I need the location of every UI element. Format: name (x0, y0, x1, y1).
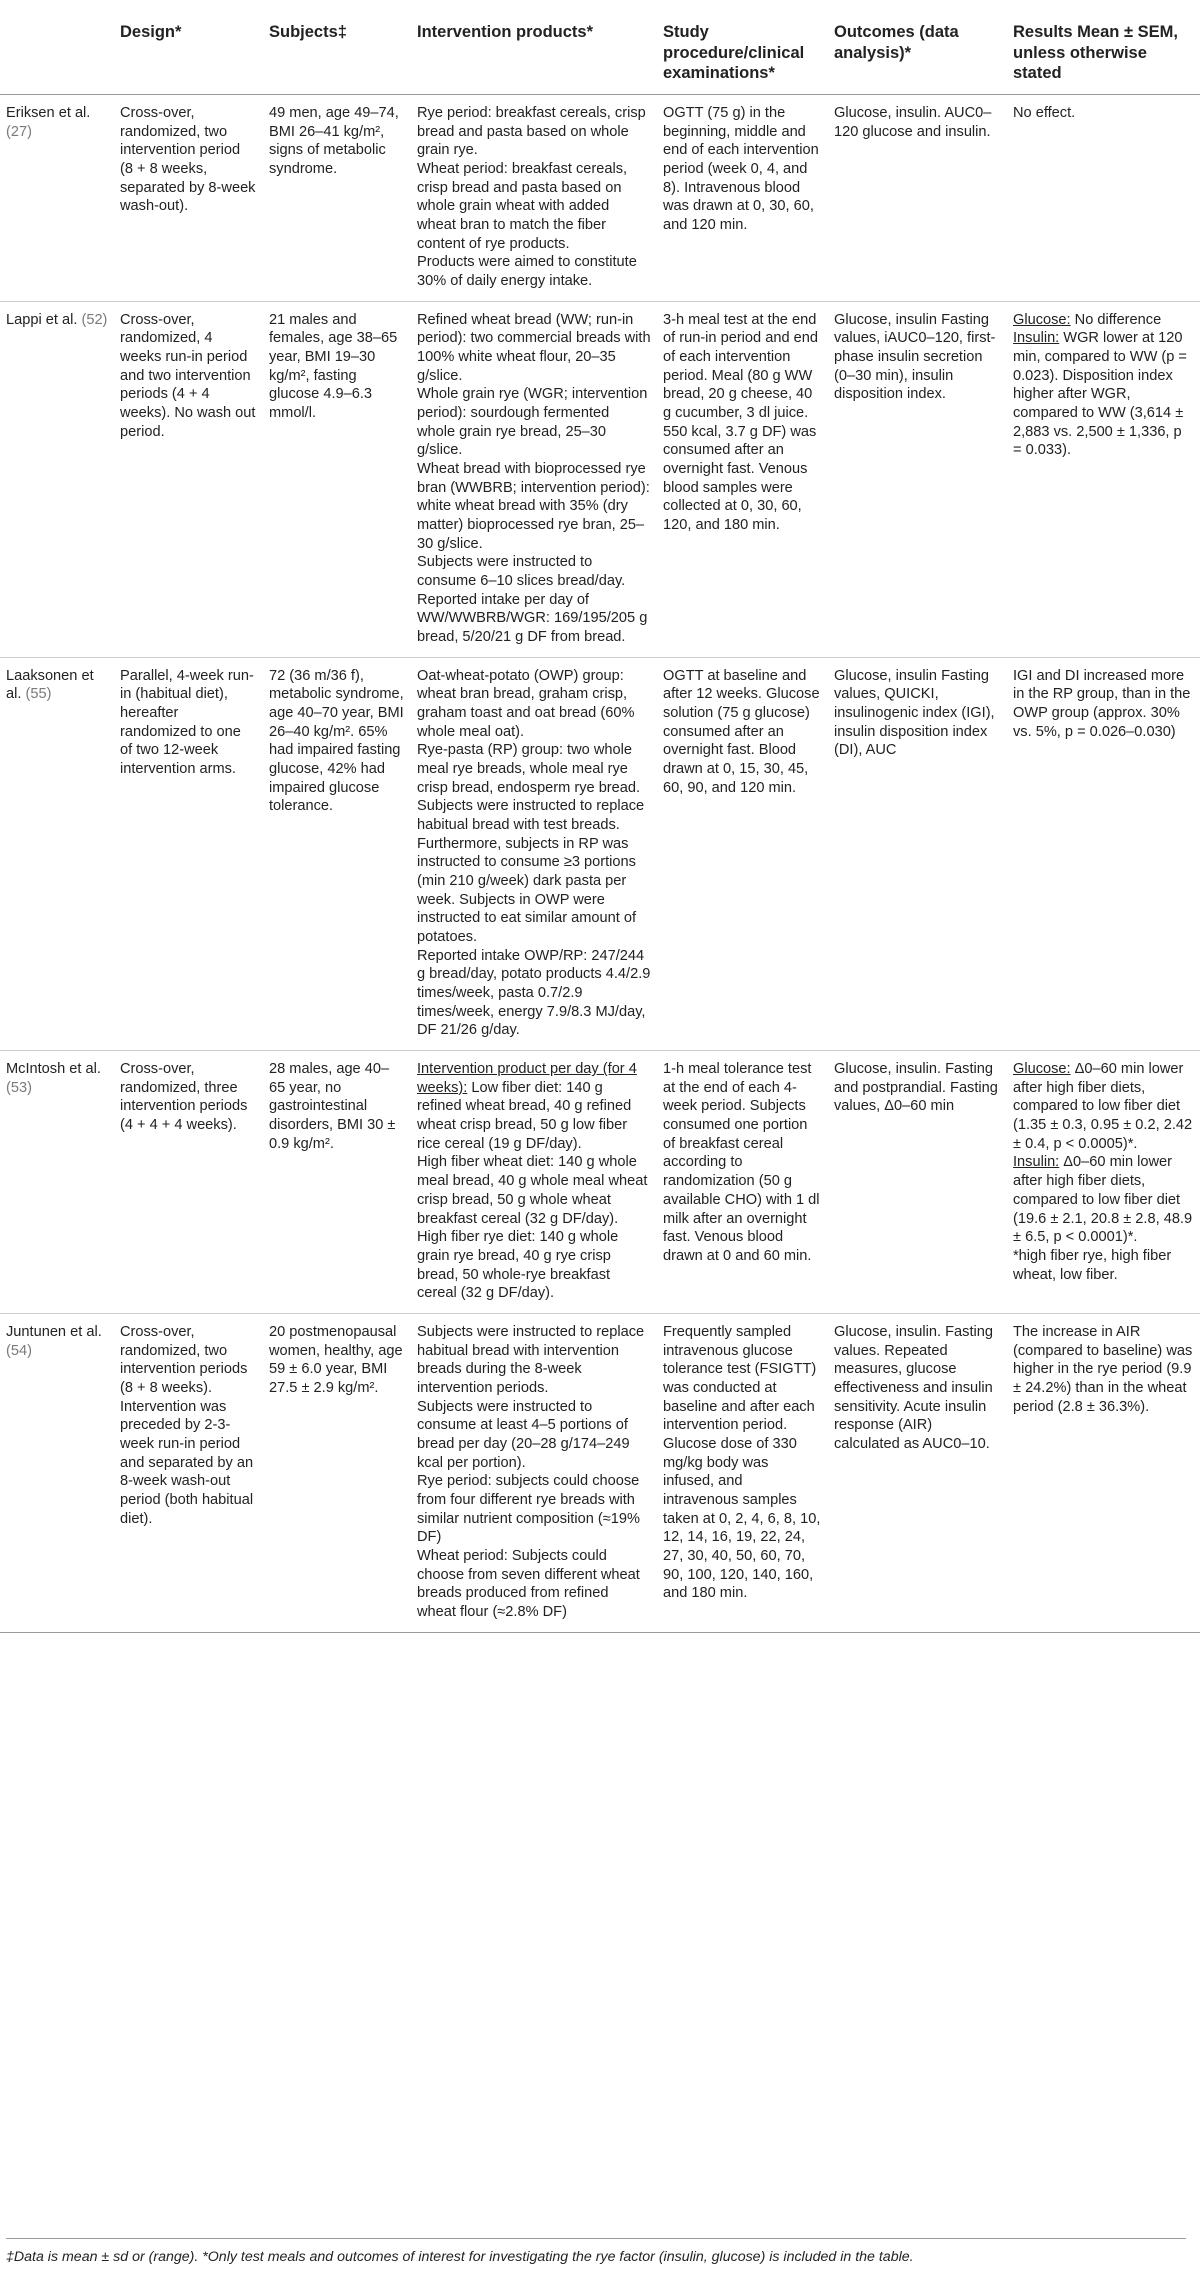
intervention-text: Low fiber diet: 140 g refined wheat bread, 40 g refined wheat crisp bread, 50 g low fiber rice cereal (19 g DF/day). (417, 1079, 632, 1152)
design-cell: Parallel, 4-week run-in (habitual diet), hereafter randomized to one of two 12-week intervention arms. (114, 657, 263, 1050)
design-cell: Cross-over, randomized, three intervention periods (4 + 4 + 4 weeks). (114, 1051, 263, 1314)
subjects-cell: 72 (36 m/36 f), metabolic syndrome, age 40–70 year, BMI 26–40 kg/m². 65% had impaired fasting glucose, 42% had impaired glucose tolerance. (263, 657, 411, 1050)
intervention-paragraph: Whole grain rye (WGR; intervention period): sourdough fermented whole grain rye bread, 25–30 g/slice. (417, 386, 648, 459)
intervention-paragraph: Rye period: breakfast cereals, crisp bread and pasta based on whole grain rye. (417, 104, 646, 159)
author-name: Lappi et al. (6, 311, 78, 328)
glucose-label: Glucose: (1013, 311, 1071, 328)
procedure-cell: OGTT (75 g) in the beginning, middle and end of each intervention period (week 0, 4, and 8). Intravenous blood was drawn at 0, 30, 60, and 120 min. (657, 94, 828, 301)
intervention-paragraph: Oat-wheat-potato (OWP) group: wheat bran bread, graham crisp, graham toast and oat bread (60% whole meal oat). (417, 667, 635, 740)
results-cell (1007, 1051, 1200, 1314)
results-note: *high fiber rye, high fiber wheat, low fiber. (1013, 1247, 1172, 1283)
intervention-cell (411, 94, 657, 301)
intervention-paragraph: High fiber rye diet: 140 g whole grain rye bread, 40 g rye crisp bread, 50 whole-rye breakfast cereal (32 g DF/day). (417, 1229, 619, 1302)
outcomes-cell: Glucose, insulin. Fasting and postprandial. Fasting values, Δ0–60 min (828, 1051, 1007, 1314)
reference-link[interactable]: (55) (25, 686, 52, 703)
author-name: Eriksen et al. (6, 104, 91, 121)
glucose-label: Glucose: (1013, 1061, 1071, 1078)
table-row (0, 1313, 1200, 1632)
intervention-paragraph: Reported intake per day of WW/WWBRB/WGR: 169/195/205 g bread, 5/20/21 g DF from bread. (417, 591, 648, 646)
glucose-result: Δ0–60 min lower after high fiber diets, compared to low fiber diet (1.35 ± 0.3, 0.95 ± 0.2, 2.42 ± 0.4, p < 0.0005)*. (1013, 1061, 1193, 1152)
intervention-cell (411, 301, 657, 657)
glucose-result: No difference (1070, 311, 1162, 328)
intervention-lead: Intervention product per day (for 4 weeks): (417, 1061, 637, 1096)
subjects-cell: 28 males, age 40–65 year, no gastrointestinal disorders, BMI 30 ± 0.9 kg/m². (263, 1051, 411, 1314)
intervention-paragraph: Rye-pasta (RP) group: two whole meal rye breads, whole meal rye crisp bread, endosperm rye bread. (417, 742, 641, 796)
design-cell: Cross-over, randomized, 4 weeks run-in period and two intervention periods (4 + 4 weeks). No wash out period. (114, 301, 263, 657)
table-footnote: ‡Data is mean ± sd or (range). *Only test meals and outcomes of interest for investigating the rye factor (insulin, glucose) is included in the table. (6, 2238, 1186, 2265)
procedure-cell: Frequently sampled intravenous glucose tolerance test (FSIGTT) was conducted at baseline and after each intervention period. Glucose dose of 330 mg/kg body was infused, and intravenous samples taken at 0, 2, 4, 6, 8, 10, 12, 14, 16, 19, 22, 24, 27, 30, 40, 50, 60, 70, 90, 100, 120, 140, 160, and 180 min. (657, 1313, 828, 1632)
reference-link[interactable]: (52) (81, 311, 108, 328)
header-design: Design* (114, 8, 263, 94)
outcomes-cell: Glucose, insulin. AUC0–120 glucose and insulin. (828, 94, 1007, 301)
intervention-paragraph (417, 1060, 651, 1153)
intervention-paragraph: Reported intake OWP/RP: 247/244 g bread/day, potato products 4.4/2.9 times/week, pasta 0.7/2.9 times/week, energy 7.9/8.3 MJ/day, DF 21/26 g/day. (417, 947, 651, 1039)
intervention-cell (411, 657, 657, 1050)
results-cell: IGI and DI increased more in the RP group, than in the OWP group (approx. 30% vs. 5%, p = 0.026–0.030) (1007, 657, 1200, 1050)
intervention-paragraph: High fiber wheat diet: 140 g whole meal bread, 40 g whole meal wheat crisp bread, 50 g whole wheat breakfast cereal (32 g DF/day). (417, 1154, 648, 1227)
reference-link[interactable]: (27) (6, 123, 32, 140)
insulin-result: Δ0–60 min lower after high fiber diets, compared to low fiber diet (19.6 ± 2.1, 20.8 ± 2.8, 48.9 ± 6.5, p < 0.0001)*. (1013, 1154, 1193, 1246)
outcomes-cell: Glucose, insulin Fasting values, QUICKI, insulinogenic index (IGI), insulin disposition index (DI), AUC (828, 657, 1007, 1050)
outcomes-cell: Glucose, insulin Fasting values, iAUC0–120, first-phase insulin secretion (0–30 min), insulin disposition index. (828, 301, 1007, 657)
intervention-paragraph: Wheat period: breakfast cereals, crisp bread and pasta based on whole grain wheat with added wheat bran to match the fiber content of rye products. (417, 160, 628, 252)
results-cell: The increase in AIR (compared to baseline) was higher in the rye period (9.9 ± 24.2%) than in the wheat period (2.8 ± 36.3%). (1007, 1313, 1200, 1632)
table-row (0, 657, 1200, 1050)
intervention-paragraph: Rye period: subjects could choose from four different rye breads with similar nutrient composition (≈19% DF) (417, 1473, 640, 1546)
insulin-result: WGR lower at 120 min, compared to WW (p = 0.023). Disposition index higher after WGR, compared to WW (3,614 ± 2,883 vs. 2,500 ± 1,336, p = 0.033). (1013, 330, 1187, 459)
study-cell (0, 301, 114, 657)
header-procedure: Study procedure/clinical examinations* (657, 8, 828, 94)
subjects-cell: 20 postmenopausal women, healthy, age 59 ± 6.0 year, BMI 27.5 ± 2.9 kg/m². (263, 1313, 411, 1632)
table-row (0, 94, 1200, 301)
intervention-paragraph: Subjects were instructed to replace habitual bread with test breads. Furthermore, subjects in RP was instructed to consume ≥3 portions (min 210 g/week) dark pasta per week. Subjects in OWP were instructed to eat similar amount of potatoes. (417, 798, 645, 946)
header-study (0, 8, 114, 94)
study-table (0, 8, 1200, 1633)
reference-link[interactable]: (54) (6, 1342, 32, 1359)
subjects-cell: 21 males and females, age 38–65 year, BMI 19–30 kg/m², fasting glucose 4.9–6.3 mmol/l. (263, 301, 411, 657)
intervention-paragraph: Wheat period: Subjects could choose from seven different wheat breads produced from refined wheat flour (≈2.8% DF) (417, 1547, 640, 1620)
author-name: McIntosh et al. (6, 1061, 101, 1078)
header-outcomes: Outcomes (data analysis)* (828, 8, 1007, 94)
intervention-paragraph: Subjects were instructed to consume at least 4–5 portions of bread per day (20–28 g/174–249 kcal per portion). (417, 1398, 630, 1471)
results-cell (1007, 301, 1200, 657)
intervention-paragraph: Products were aimed to constitute 30% of daily energy intake. (417, 254, 637, 289)
intervention-paragraph: Refined wheat bread (WW; run-in period): two commercial breads with 100% white wheat flour, 20–35 g/slice. (417, 311, 651, 384)
procedure-cell: OGTT at baseline and after 12 weeks. Glucose solution (75 g glucose) consumed after an overnight fast. Blood drawn at 0, 15, 30, 45, 60, 90, and 120 min. (657, 657, 828, 1050)
header-results: Results Mean ± SEM, unless otherwise stated (1007, 8, 1200, 94)
author-name: Laaksonen et al. (6, 667, 94, 703)
intervention-paragraph: Wheat bread with bioprocessed rye bran (WWBRB; intervention period): white wheat bread with 35% (dry matter) bioprocessed rye bran, 25–30 g/slice. (417, 460, 650, 552)
intervention-cell (411, 1313, 657, 1632)
design-cell: Cross-over, randomized, two intervention periods (8 + 8 weeks). Intervention was preceded by 2-3-week run-in period and separated by an 8-week wash-out period (both habitual diet). (114, 1313, 263, 1632)
intervention-paragraph: Subjects were instructed to consume 6–10 slices bread/day. (417, 554, 626, 589)
procedure-cell: 1-h meal tolerance test at the end of each 4-week period. Subjects consumed one portion of breakfast cereal according to randomization (50 g available CHO) with 1 dl milk after an overnight fast. Venous blood drawn at 0 and 60 min. (657, 1051, 828, 1314)
procedure-cell: 3-h meal test at the end of run-in period and end of each intervention period. Meal (80 g WW bread, 20 g cheese, 40 g cucumber, 3 dl juice. 550 kcal, 3.7 g DF) was consumed after an overnight fast. Venous blood samples were collected at 0, 30, 60, 120, and 180 min. (657, 301, 828, 657)
outcomes-cell: Glucose, insulin. Fasting values. Repeated measures, glucose effectiveness and insulin sensitivity. Acute insulin response (AIR) calculated as AUC0–10. (828, 1313, 1007, 1632)
insulin-label: Insulin: (1013, 330, 1060, 347)
intervention-paragraph: Subjects were instructed to replace habitual bread with intervention breads during the 8-week intervention periods. (417, 1323, 645, 1396)
results-cell: No effect. (1007, 94, 1200, 301)
design-cell: Cross-over, randomized, two intervention period (8 + 8 weeks, separated by 8-week wash-out). (114, 94, 263, 301)
author-name: Juntunen et al. (6, 1323, 102, 1340)
table-row (0, 301, 1200, 657)
study-cell (0, 1313, 114, 1632)
header-intervention: Intervention products* (411, 8, 657, 94)
reference-link[interactable]: (53) (6, 1079, 32, 1096)
study-cell (0, 657, 114, 1050)
insulin-label: Insulin: (1013, 1154, 1060, 1171)
study-cell (0, 94, 114, 301)
study-cell (0, 1051, 114, 1314)
table-header-row (0, 8, 1200, 94)
intervention-cell (411, 1051, 657, 1314)
table-row (0, 1051, 1200, 1314)
subjects-cell: 49 men, age 49–74, BMI 26–41 kg/m², signs of metabolic syndrome. (263, 94, 411, 301)
header-subjects: Subjects‡ (263, 8, 411, 94)
